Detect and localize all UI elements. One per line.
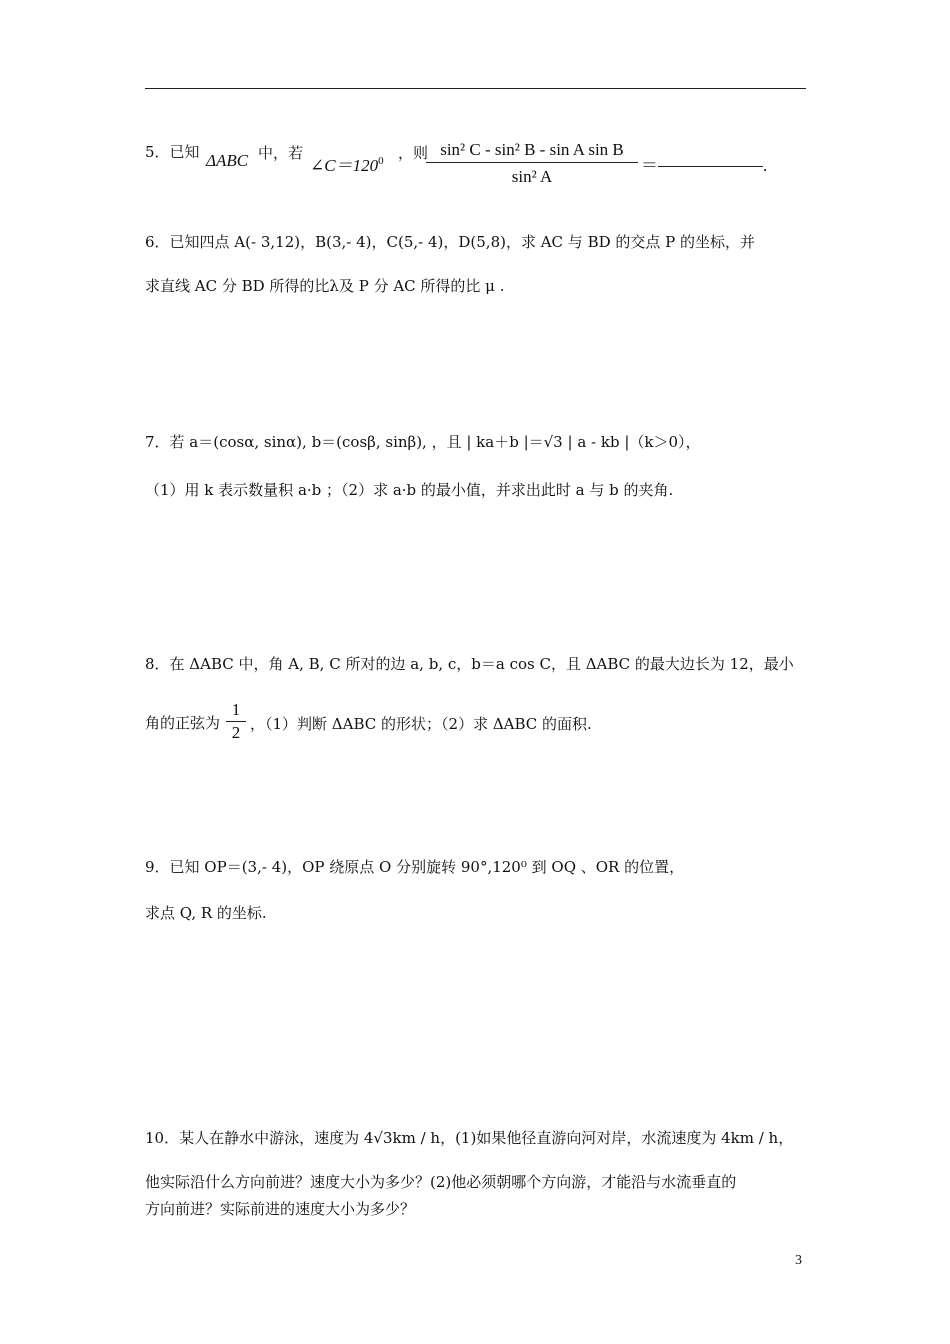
- question-8-line-2: [145, 713, 220, 733]
- q7-line-2-text: （1）用 k 表示数量积 a·b ；（2）求 a·b 的最小值，并求出此时 a 与 b 的夹角.: [145, 481, 674, 499]
- q7-line-1-text: 7．若 a＝(cosα, sinα), b＝(cosβ, sinβ), ，且 | ka＋b |＝√3 | a - kb |（k＞0），: [145, 433, 701, 451]
- question-10-line-1: [145, 1128, 793, 1148]
- q10-line-1-text: 10．某人在静水中游泳，速度为 4√3km / h，(1)如果他径直游向河对岸，水流速度为 4km / h，: [145, 1129, 794, 1147]
- q5-fraction: [426, 140, 638, 187]
- q5-equals: [641, 151, 767, 176]
- q8-fraction: [226, 700, 246, 743]
- q5-answer-blank: [658, 166, 763, 167]
- question-6-line-2: [145, 276, 504, 296]
- q5-then: ，则: [398, 144, 429, 162]
- header-rule: [145, 88, 806, 89]
- q8-line-1-text: 8．在 ΔABC 中，角 A, B, C 所对的边 a, b, c，b＝a cos C，且 ΔABC 的最大边长为 12，最小: [145, 655, 794, 673]
- question-10-line-3: [145, 1199, 415, 1219]
- q5-angle: [310, 151, 384, 176]
- question-9-line-2: [145, 903, 267, 923]
- q8-fraction-numerator: 1: [226, 700, 246, 722]
- q5-mid: 中，若: [258, 144, 304, 162]
- question-8-line-1: [145, 654, 794, 674]
- q5-fraction-numerator: sin² C - sin² B - sin A sin B: [426, 140, 638, 163]
- q5-period: .: [763, 156, 768, 175]
- q5-angle-text: ∠C＝120: [310, 156, 379, 175]
- q5-prefix: 5．已知: [145, 143, 200, 161]
- q5-triangle: ΔABC: [206, 151, 249, 170]
- q5-fraction-denominator: sin² A: [511, 167, 553, 186]
- q6-line-1-text: 6．已知四点 A(- 3,12)，B(3,- 4)，C(5,- 4)，D(5,8)，求 AC 与 BD 的交点 P 的坐标，并: [145, 233, 756, 251]
- q10-line-3-text: 方向前进？实际前进的速度大小为多少？: [145, 1200, 416, 1218]
- question-9-line-1: [145, 857, 684, 877]
- question-7-line-1: [145, 432, 701, 452]
- q9-line-2-text: 求点 Q, R 的坐标.: [145, 904, 267, 922]
- q6-line-2-text: 求直线 AC 分 BD 所得的比λ及 P 分 AC 所得的比 μ .: [145, 277, 505, 295]
- q9-line-1-text: 9．已知 OP＝(3,- 4)，OP 绕原点 O 分别旋转 90°,120⁰ 到 OQ 、OR 的位置，: [145, 858, 685, 876]
- q5-equals-sign: ＝: [641, 156, 658, 175]
- page-number: 3: [795, 1253, 802, 1268]
- q8-fraction-denominator: 2: [231, 723, 241, 742]
- question-5: [145, 142, 200, 162]
- q5-degree: 0: [378, 155, 384, 167]
- q10-line-2-text: 他实际沿什么方向前进？速度大小为多少？(2)他必须朝哪个方向游，才能沿与水流垂直的: [145, 1173, 737, 1191]
- question-6-line-1: [145, 232, 755, 252]
- question-10-line-2: [145, 1172, 736, 1192]
- q8-line-2-start: 角的正弦为: [145, 714, 221, 732]
- question-7-line-2: [145, 480, 673, 500]
- q8-line-2-end: ，（1）判断 ΔABC 的形状；（2）求 ΔABC 的面积.: [250, 715, 592, 733]
